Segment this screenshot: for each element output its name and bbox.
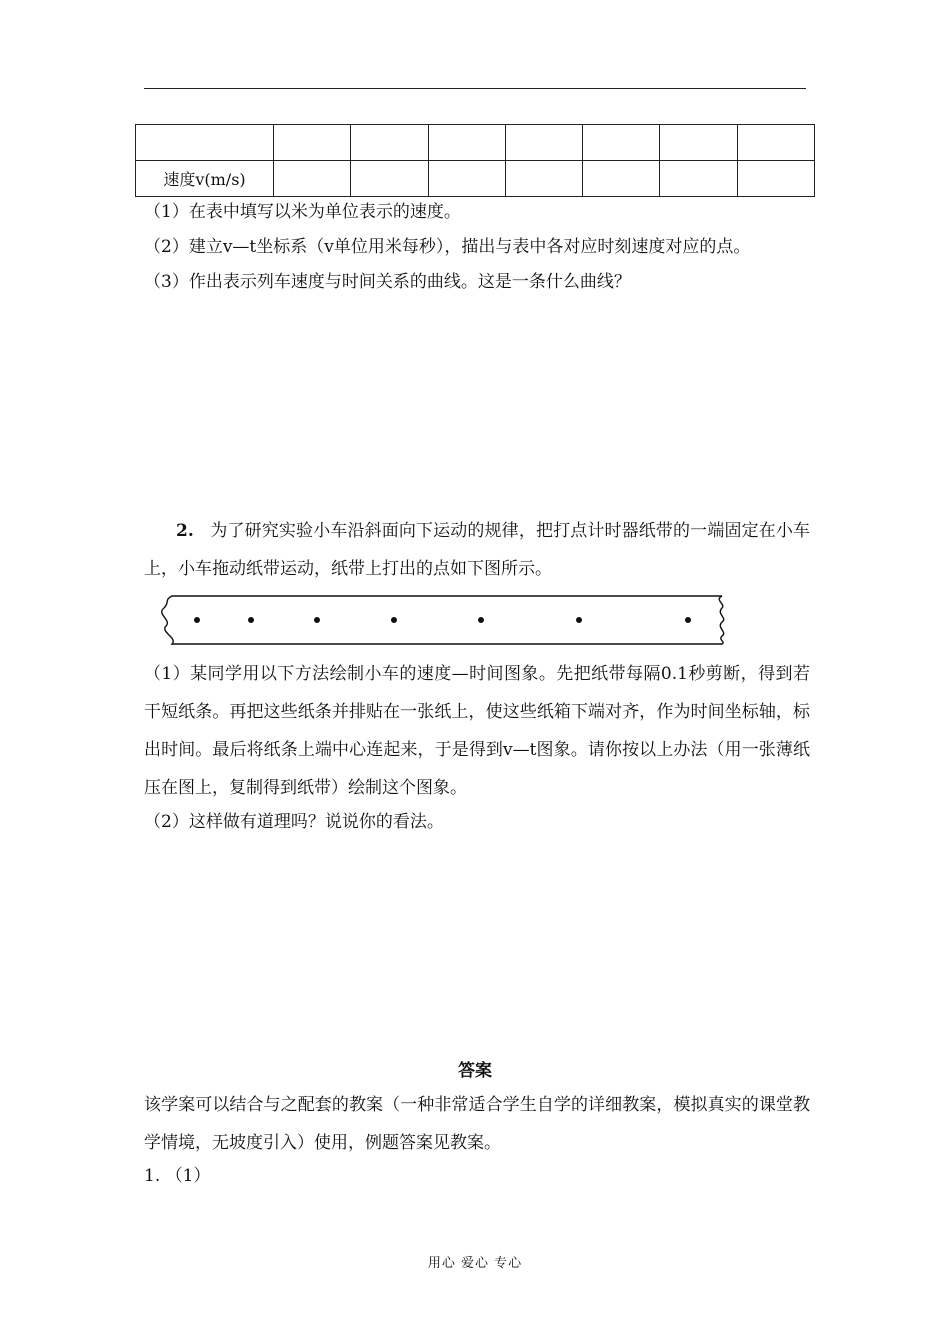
speed-table [135,124,815,197]
q2-part2: （2）这样做有道理吗？说说你的看法。 [144,812,444,832]
speed-row-label: 速度v(m/s) [136,161,274,197]
table-cell [428,125,505,161]
table-cell [351,161,428,197]
table-cell [583,161,660,197]
table-cell [136,125,274,161]
tape-dot [391,617,397,623]
tape-dot [314,617,320,623]
q2-intro-text: 为了研究实验小车沿斜面向下运动的规律，把打点计时器纸带的一端固定在小车上，小车拖动纸带运动，纸带上打出的点如下图所示。 [144,521,810,579]
table-cell [737,125,814,161]
tape-dot [478,617,484,623]
q1-item-1: （1）在表中填写以米为单位表示的速度。 [144,202,461,222]
tape-dot [576,617,582,623]
tape-outline [162,596,724,644]
answer-item-1: 1. （1） [144,1166,211,1186]
table-cell [660,161,737,197]
table-cell [505,161,582,197]
table-row [136,161,815,197]
page-footer: 用心 爱心 专心 [427,1256,523,1271]
table-cell [351,125,428,161]
q2-number: 2. [176,521,194,541]
q2-part1: （1）某同学用以下方法绘制小车的速度—时间图象。先把纸带每隔0.1秒剪断，得到若干短纸条。再把这些纸条并排贴在一张纸上，使这些纸箱下端对齐，作为时间坐标轴，标出时间。最后将纸条上端中心连起来，于是得到v—t图象。请你按以上办法（用一张薄纸压在图上，复制得到纸带）绘制这个图象。 [144,664,810,798]
tape-dot [194,617,200,623]
q1-item-3: （3）作出表示列车速度与时间关系的曲线。这是一条什么曲线？ [144,272,631,292]
tape-dot [685,617,691,623]
answer-text: 该学案可以结合与之配套的教案（一种非常适合学生自学的详细教案，模拟真实的课堂教学情境，无坡度引入）使用，例题答案见教案。 [144,1095,810,1153]
answer-title: 答案 [458,1061,492,1081]
table-cell [505,125,582,161]
table-cell [737,161,814,197]
table-cell [274,161,351,197]
q1-item-2: （2）建立v—t坐标系（v单位用米每秒），描出与表中各对应时刻速度对应的点。 [144,237,751,257]
table-cell [660,125,737,161]
table-row [136,125,815,161]
table-cell [583,125,660,161]
table-cell [428,161,505,197]
table-cell [274,125,351,161]
header-rule [144,88,806,89]
paper-tape-figure [154,592,744,648]
tape-dot [248,617,254,623]
q2-intro [144,512,810,588]
